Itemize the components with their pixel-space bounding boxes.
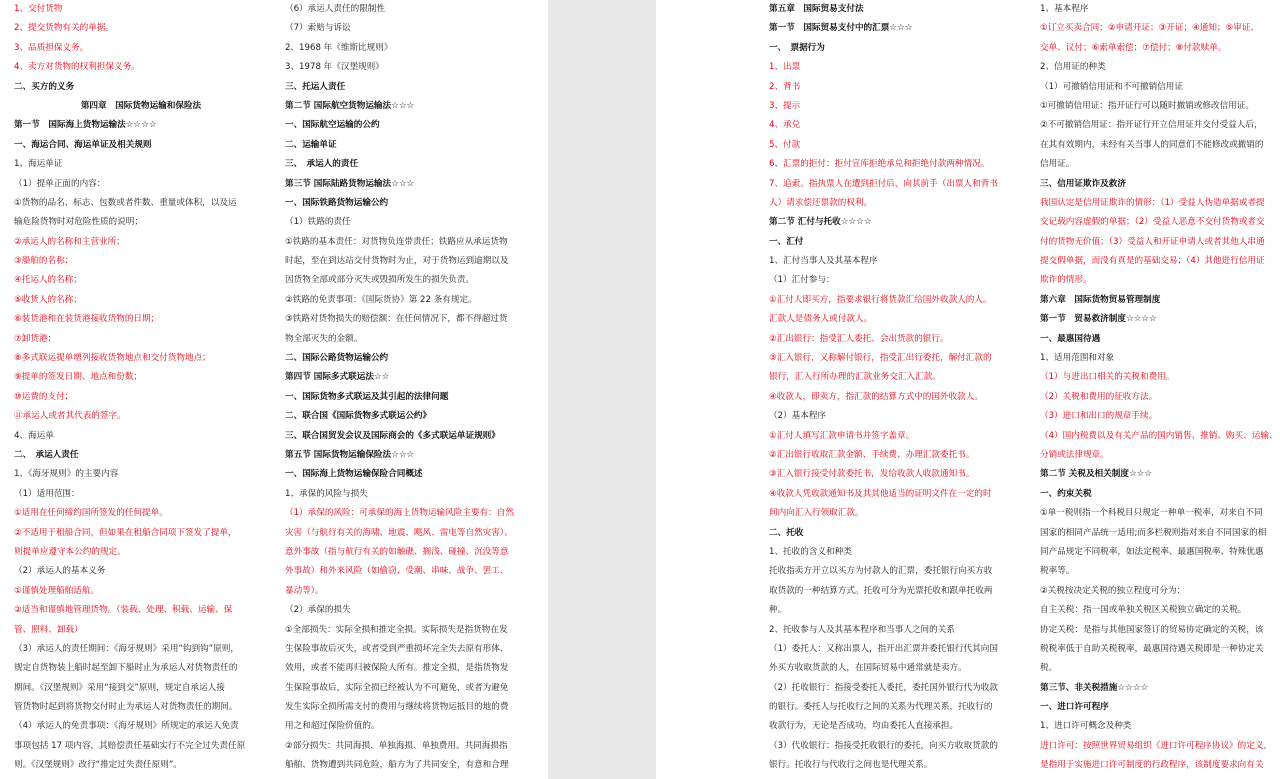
text-line: ③铁路对货物损失的赔偿额：在任何情况下，都不得超过货 bbox=[285, 314, 508, 325]
text-line: 生保险事故后，实际全损已经被认为不可避免，或者为避免 bbox=[285, 682, 509, 693]
text-line: 4、承兑 bbox=[769, 120, 801, 131]
section-heading: 第一节 国际贸易支付中的汇票☆☆☆ bbox=[769, 23, 913, 34]
text-line: ①汇付人填写汇款申请书并签字盖章。 bbox=[769, 430, 915, 441]
text-line: 汇款人是债务人或付款人。 bbox=[769, 314, 873, 325]
section-heading: 一、最惠国待遇 bbox=[1040, 333, 1101, 344]
text-line: ③船舶的名称； bbox=[14, 256, 74, 267]
section-heading: 第四章 国际货物运输和保险法 bbox=[80, 100, 202, 111]
section-heading: 一、国际航空运输的公约 bbox=[285, 120, 380, 131]
section-heading: 二、联合国《国际货物多式联运公约》 bbox=[285, 411, 432, 422]
text-line: ⑨提单的签发日期、地点和份数； bbox=[14, 372, 143, 383]
text-line: （1）与进出口相关的关税和费用。 bbox=[1040, 372, 1175, 383]
text-line: 欺诈的情形。 bbox=[1040, 275, 1092, 286]
text-line: 1、海运单证 bbox=[14, 159, 63, 170]
text-line: 2、背书 bbox=[769, 81, 801, 92]
section-heading: 第二节 国际航空货物运输法☆☆☆ bbox=[285, 100, 415, 111]
text-line: ①适用在任何缔约国所签发的任何提单。 bbox=[14, 508, 168, 519]
text-line: （1）可撤销信用证和不可撤销信用证 bbox=[1040, 81, 1183, 92]
text-line: 事项包括 17 项内容，其赔偿责任基础实行不完全过失责任原 bbox=[14, 740, 246, 751]
text-line: 1、基本程序 bbox=[1040, 4, 1089, 14]
text-line: 1、承保的风险与损失 bbox=[285, 488, 368, 499]
text-column-2 bbox=[285, 0, 543, 776]
section-heading: 第二节 关税及相关制度☆☆☆ bbox=[1040, 469, 1153, 480]
text-line: 3、品质担保义务。 bbox=[14, 42, 89, 53]
text-line: 因货物全部或部分灭失或毁损所发生的损失负责。 bbox=[285, 275, 475, 286]
section-heading: 一、国际铁路货物运输公约 bbox=[285, 197, 389, 208]
text-line: 生保险事故后灭失，或者受到严重损坏完全失去原有形体、 bbox=[285, 643, 509, 654]
text-line: 规定自货物装上船时起至卸下船时止为承运人对货物责任的 bbox=[14, 663, 238, 674]
text-line: ⑤收货人的名称； bbox=[14, 294, 82, 305]
text-line: （4）国内税费以及有关产品的国内销售、推销、购买、运输、 bbox=[1040, 430, 1278, 441]
text-line: ①可撤销信用证：指开证行可以随时撤销或修改信用证。 bbox=[1040, 100, 1254, 111]
text-line: 国家的相同产品统一适用;而多栏税则指对来自不同国家的相 bbox=[1040, 527, 1267, 538]
section-heading: 一、国际货物多式联运及其引起的法律问题 bbox=[285, 391, 449, 402]
text-line: 1、适用范围和对象 bbox=[1040, 353, 1115, 364]
text-line: ②关税按决定关税的独立程度可分为： bbox=[1040, 585, 1186, 596]
text-line: 则。《汉堡规则》改行“推定过失责任原则”。 bbox=[14, 760, 182, 771]
text-line: 税税率低于自助关税税率，最惠国待遇关税即是一种协定关 bbox=[1040, 643, 1264, 654]
text-line: 交单、议付；⑥索单索偿；⑦偿付；⑧付款赎单。 bbox=[1040, 42, 1227, 53]
text-line: （1）适用范围： bbox=[14, 488, 80, 499]
text-line: ②铁路的免责事项：《国际货协》第 22 条有规定。 bbox=[285, 294, 477, 305]
text-line: 期间。《汉堡规则》采用“接到交”原则，规定自承运人接 bbox=[14, 682, 225, 693]
text-line: ③汇入银行接受付款委托书，发给收款人收款通知书。 bbox=[769, 469, 975, 480]
text-line: （7）索赔与诉讼 bbox=[285, 23, 351, 34]
text-line: 意外事故（指与航行有关的如触礁、搁浅、碰撞、沉没等意 bbox=[285, 546, 509, 557]
text-line: 收款行为，无论是否成功，均由委托人直接承担。 bbox=[769, 721, 959, 732]
text-line: ⑦卸货港； bbox=[14, 333, 57, 344]
section-heading: 二、国际公路货物运输公约 bbox=[285, 353, 389, 364]
text-line: 1、托收的含义和种类 bbox=[769, 546, 852, 557]
text-line: （1）铁路的责任 bbox=[285, 217, 351, 228]
text-line: （2）托收银行：指接受委托人委托，委托国外银行代为收款 bbox=[769, 682, 998, 693]
text-line: 银行。托收行与代收行之间也是代理关系。 bbox=[769, 760, 933, 771]
text-line: 协定关税：是指与其他国家签订的贸易协定确定的关税，该 bbox=[1040, 624, 1264, 635]
text-line: （3）承运人的责任期间：《海牙规则》采用“钩到钩”原则， bbox=[14, 643, 239, 654]
text-line: 人）请求偿还票款的权利。 bbox=[769, 197, 873, 208]
section-heading: 二、 承运人责任 bbox=[14, 449, 79, 460]
text-line: 管货物时起到将货物交付时止为承运人对货物责任的期间。 bbox=[14, 702, 238, 713]
text-line: （2）承保的损失 bbox=[285, 605, 351, 616]
text-line: ④收款人凭收款通知书及其其他适当的证明文件在一定的时 bbox=[769, 488, 992, 499]
section-heading: 第五章 国际贸易支付法 bbox=[769, 4, 864, 14]
text-line: ②不可撤销信用证：指开证行开立信用证并交付受益人后， bbox=[1040, 120, 1263, 131]
text-line: 暴动等）。 bbox=[285, 585, 324, 596]
text-line: ⑩运费的支付； bbox=[14, 391, 74, 402]
section-heading: 三、信用证欺诈及救济 bbox=[1040, 178, 1126, 189]
text-line: 1、出票 bbox=[769, 62, 801, 73]
section-heading: 第三节 国际陆路货物运输法☆☆☆ bbox=[285, 178, 415, 189]
text-column-4 bbox=[1040, 0, 1280, 776]
text-line: 4、海运单 bbox=[14, 430, 54, 441]
text-line: ③汇入银行，又称解付银行，指受汇出行委托，解付汇款的 bbox=[769, 353, 992, 364]
text-line: （1）汇付参与： bbox=[769, 275, 835, 286]
section-heading: 第二节 汇付与托收☆☆☆☆ bbox=[769, 217, 872, 228]
text-line: 的银行。委托人与托收行之间的关系为代理关系，托收行的 bbox=[769, 702, 993, 713]
document-page-right bbox=[656, 0, 1280, 779]
section-heading: 三、 承运人的责任 bbox=[285, 159, 359, 170]
text-line: 付的货物无价值；（3）受益人和开证申请人或者其他人串通 bbox=[1040, 236, 1265, 247]
text-line: （2）承运人的基本义务 bbox=[14, 566, 106, 577]
text-line: 外事故）和外来风险（如偷窃、受潮、串味、战争、罢工、 bbox=[285, 566, 509, 577]
text-line: ①谨慎处理船舶适航。 bbox=[14, 585, 100, 596]
text-line: 2、1968 年《维斯比规则》 bbox=[285, 42, 393, 53]
text-line: ④收款人，即卖方，指汇款的结算方式中的国外收款人。 bbox=[769, 391, 983, 402]
text-line: 5、付款 bbox=[769, 139, 801, 150]
text-line: 4、卖方对货物的权利担保义务。 bbox=[14, 62, 140, 73]
section-heading: 一、进口许可程序 bbox=[1040, 702, 1109, 713]
text-line: 提交假单据，而没有真是的基础交易；（4）其他进行信用证 bbox=[1040, 256, 1265, 267]
text-line: 1、汇付当事人及其基本程序 bbox=[769, 256, 878, 267]
text-line: ②承运人的名称和主营业所； bbox=[14, 236, 125, 247]
text-line: 银行，汇入行所办理的汇款业务交汇入汇款。 bbox=[769, 372, 941, 383]
text-line: 交记载内容虚假的单据；（2）受益人恶意不交付货物或者交 bbox=[1040, 217, 1265, 228]
text-line: 是指用于实施进口许可制度的行政程序，该制度要求向有关 bbox=[1040, 760, 1264, 771]
section-heading: 一、约束关税 bbox=[1040, 488, 1092, 499]
section-heading: 一、 票据行为 bbox=[769, 42, 825, 53]
text-line: 灾害（与航行有关的海啸、地震、飓风、雷电等自然灾害）、 bbox=[285, 527, 513, 538]
text-line: 2、托收参与人及其基本程序和当事人之间的关系 bbox=[769, 624, 955, 635]
section-heading: 三、托运人责任 bbox=[285, 81, 346, 92]
text-line: 外买方收取货款的人，在国际贸易中通常就是卖方。 bbox=[769, 663, 967, 674]
text-line: （3）进口和出口的规章手续。 bbox=[1040, 411, 1158, 422]
section-heading: 第一节 国际海上货物运输法☆☆☆☆ bbox=[14, 120, 157, 131]
section-heading: 第三节、非关税措施☆☆☆☆ bbox=[1040, 682, 1149, 693]
text-line: ⑪承运人或者其代表的签字。 bbox=[14, 411, 126, 422]
section-heading: 第一节 贸易救济制度☆☆☆☆ bbox=[1040, 314, 1157, 325]
text-line: 我国认定是信用证欺诈的情形：（1）受益人伪造单据或者提 bbox=[1040, 197, 1265, 208]
text-line: （2）基本程序 bbox=[769, 411, 827, 422]
text-line: 用之和超过保险价值的。 bbox=[285, 721, 380, 732]
text-line: （6）承运人责任的限制性 bbox=[285, 4, 385, 14]
section-heading: 第六章 国际货物贸易管理制度 bbox=[1040, 294, 1161, 305]
text-line: 输危险货物时对危险性质的说明； bbox=[14, 217, 143, 228]
section-heading: 一、国际海上货物运输保险合同概述 bbox=[285, 469, 423, 480]
text-line: 1、进口许可概念及种类 bbox=[1040, 721, 1132, 732]
section-heading: 二、买方的义务 bbox=[14, 81, 75, 92]
text-line: （1）提单正面的内容： bbox=[14, 178, 106, 189]
text-line: 2、信用证的种类 bbox=[1040, 62, 1106, 73]
text-line: 税。 bbox=[1040, 663, 1058, 674]
text-line: （1）承保的风险：可承保的海上货物运输风险主要有：自然 bbox=[285, 508, 514, 519]
text-line: 间内向汇入行领取汇款。 bbox=[769, 508, 864, 519]
text-column-3 bbox=[769, 0, 1019, 776]
text-line: ②汇出银行收取汇款金额、手续费、办理汇款委托书。 bbox=[769, 449, 975, 460]
text-column-1 bbox=[14, 0, 268, 776]
text-line: ②汇出银行：指受汇人委托、会出货款的银行。 bbox=[769, 333, 949, 344]
text-line: （1）委托人：又称出票人，指开出汇票并委托银行代其向国 bbox=[769, 643, 998, 654]
text-line: ②不适用于租船合同，但如果在租船合同项下签发了提单， bbox=[14, 527, 237, 538]
text-line: ①铁路的基本责任：对货物负连带责任；铁路应从承运货物 bbox=[285, 236, 508, 247]
section-heading: 一、汇付 bbox=[769, 236, 804, 247]
text-line: ①订立买卖合同；②申请开证；③开证；④通知；⑤审证、 bbox=[1040, 23, 1259, 34]
text-line: 物全部灭失的金额。 bbox=[285, 333, 363, 344]
text-line: 2、提交货物有关的单据。 bbox=[14, 23, 114, 34]
text-line: 自主关税：指一国或单独关税区关税独立确定的关税。 bbox=[1040, 605, 1247, 616]
text-line: 分销或法律规章。 bbox=[1040, 449, 1109, 460]
text-line: 进口许可：按照世界贸易组织《进口许可程序协议》的定义， bbox=[1040, 740, 1273, 751]
text-line: 种。 bbox=[769, 605, 787, 616]
text-line: ①单一税则指一个科税目只规定一种单一税率，对来自不同 bbox=[1040, 508, 1263, 519]
text-line: 同产品规定不同税率，如法定税率、最惠国税率、特殊优惠 bbox=[1040, 546, 1264, 557]
text-line: 托收指卖方开立以买方为付款人的汇票，委托银行向买方收 bbox=[769, 566, 993, 577]
text-line: 3、1978 年《汉堡规则》 bbox=[285, 62, 384, 73]
text-line: ②适当和谨慎地管理货物。（装载、处理、积载、运输、保 bbox=[14, 605, 233, 616]
text-line: 则提单应遵守本公约的规定。 bbox=[14, 546, 126, 557]
text-line: ②部分损失：共同海损、单独海损、单独费用。共同海损指 bbox=[285, 740, 508, 751]
text-line: 1、交付货物 bbox=[14, 4, 63, 14]
text-line: ④托运人的名称； bbox=[14, 275, 82, 286]
section-heading: 一、海运合同、海运单证及相关规则 bbox=[14, 139, 152, 150]
section-heading: 第五节 国际货物运输保险法☆☆☆ bbox=[285, 449, 415, 460]
text-line: 效用，或者不能再归被保险人所有。推定全损，是指货物发 bbox=[285, 663, 509, 674]
text-line: 1、《海牙规则》的主要内容 bbox=[14, 469, 119, 480]
text-line: （4）承运人的免责事项：《海牙规则》所规定的承运人免责 bbox=[14, 721, 239, 732]
text-line: 发生实际全损所需支付的费用与继续将货物运抵目的地的费 bbox=[285, 702, 509, 713]
text-line: ⑧多式联运提单增列接收货物地点和交付货物地点； bbox=[14, 353, 211, 364]
text-line: 6、汇票的拒付：拒付宣库拒绝承兑和拒绝付款两种情况。 bbox=[769, 159, 990, 170]
text-line: 3、提示 bbox=[769, 100, 801, 111]
text-line: 在其有效期内，未经有关当事人的同意们不能修改或撤销的 bbox=[1040, 139, 1264, 150]
section-heading: 第四节 国际多式联运法☆☆ bbox=[285, 372, 390, 383]
text-line: 时起，至在到达站交付货物时为止，对于货物运到逾期以及 bbox=[285, 256, 509, 267]
text-line: 取货款的一种结算方式。托收可分为光票托收和跟单托收两 bbox=[769, 585, 993, 596]
text-line: ①货物的品名、标志、包数或者件数、重量或体积，以及运 bbox=[14, 197, 237, 208]
text-line: （2）关税和费用的征收方法。 bbox=[1040, 391, 1158, 402]
section-heading: 二、托收 bbox=[769, 527, 804, 538]
text-line: （3）代收银行：指接受托收银行的委托，向买方收取货款的 bbox=[769, 740, 998, 751]
section-heading: 三、联合国贸发会议及国际商会的《多式联运单证规则》 bbox=[285, 430, 500, 441]
text-line: 税率等。 bbox=[1040, 566, 1075, 577]
text-line: 管、照料、卸载） bbox=[14, 624, 83, 635]
text-line: ①汇付人即买方，指要求银行将货款汇给国外收款人的人。 bbox=[769, 294, 992, 305]
section-heading: 二、运输单证 bbox=[285, 139, 337, 150]
document-page-left bbox=[0, 0, 548, 779]
text-line: ①全部损失：实际全损和推定全损。实际损失是指货物在发 bbox=[285, 624, 508, 635]
text-line: 船舶、货物遭到共同危险，船方为了共同安全，有意和合理 bbox=[285, 760, 509, 771]
text-line: 7、追索。指执票人在遭到拒付后，向其前手（出票人和背书 bbox=[769, 178, 998, 189]
text-line: 信用证。 bbox=[1040, 159, 1075, 170]
text-line: ⑥装货港和在装货港接收货物的日期； bbox=[14, 314, 160, 325]
